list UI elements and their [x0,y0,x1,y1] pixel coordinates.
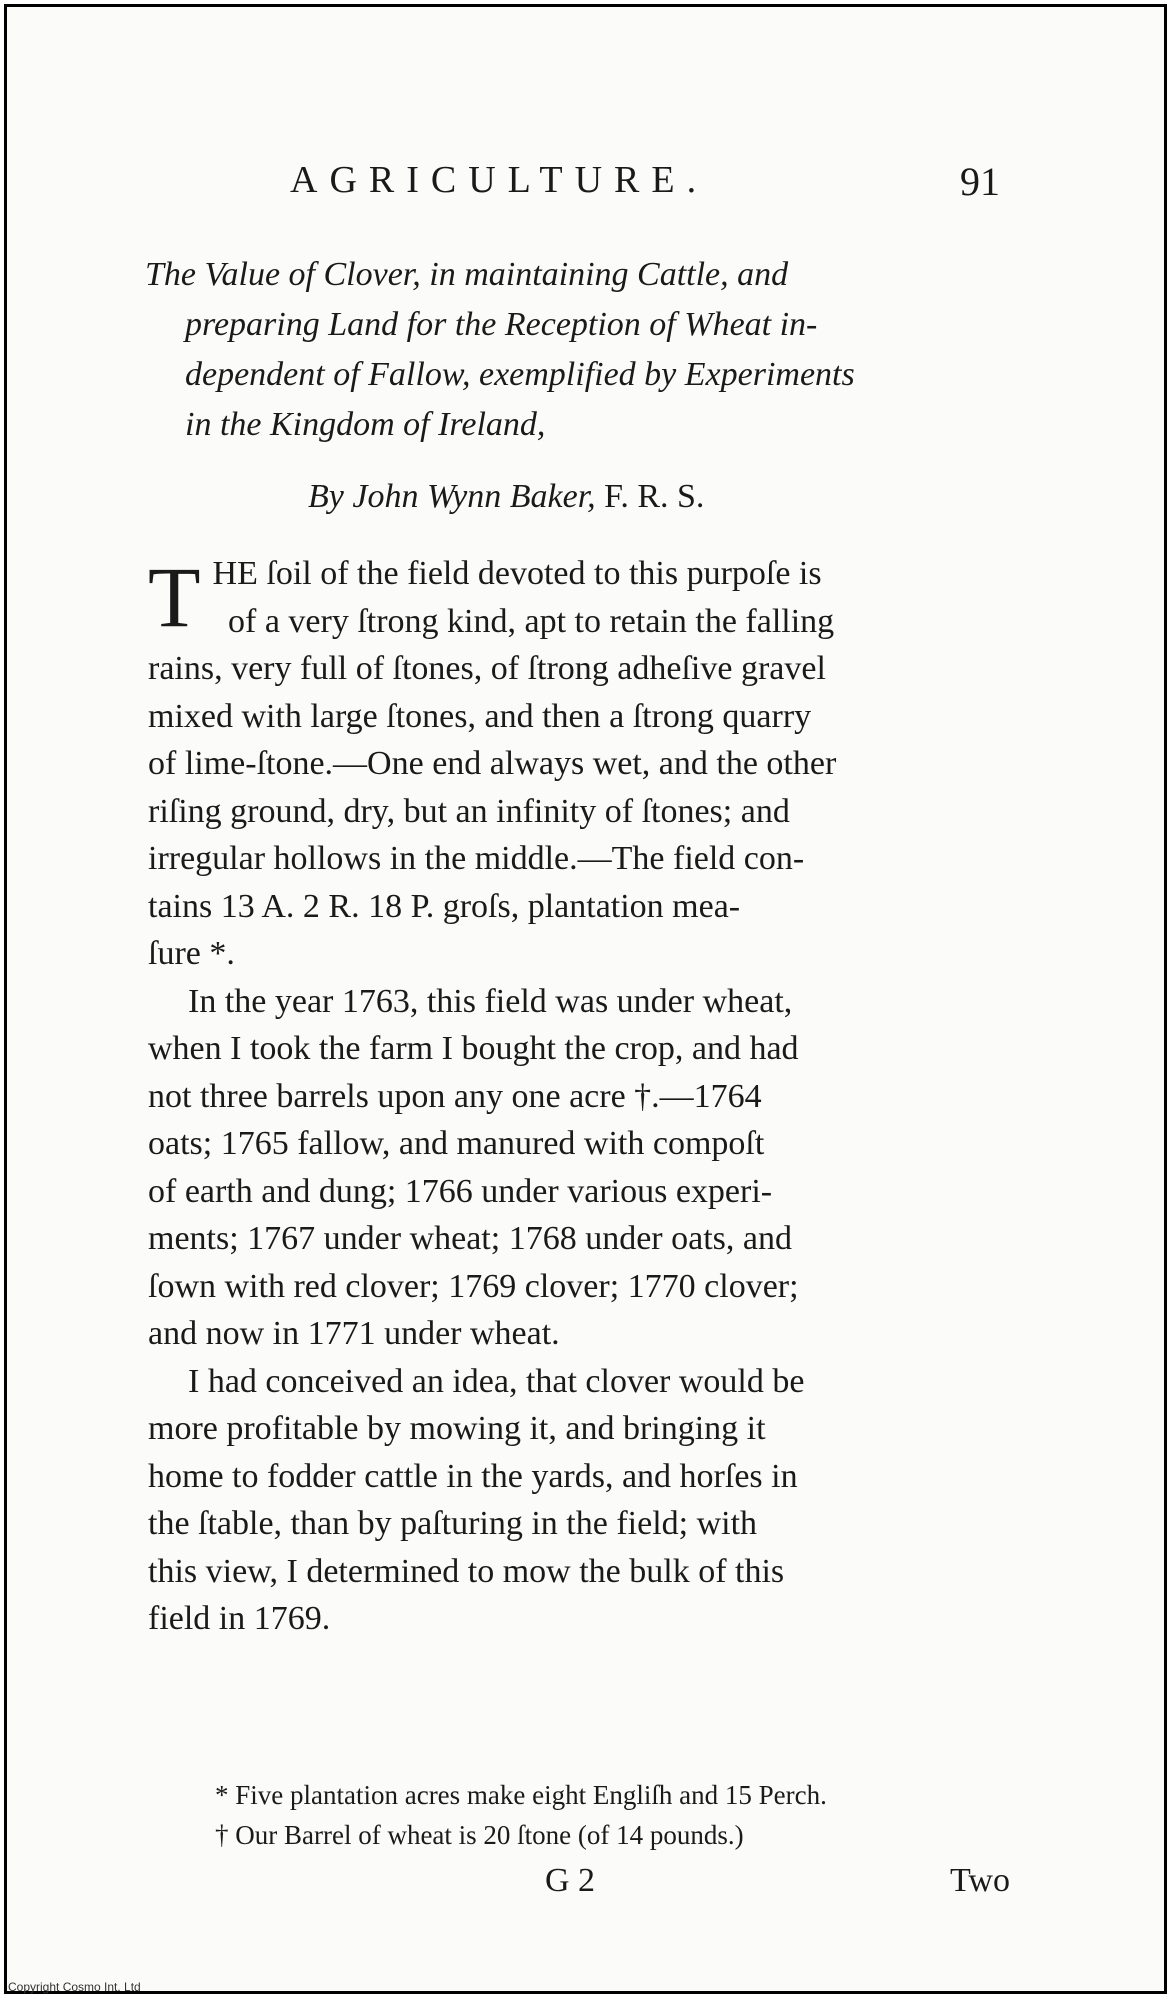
text-line: HE ſoil of the field devoted to this purpoſe is [212,555,822,592]
text-line: ſure *. [148,935,235,972]
title-line: preparing Land for the Reception of Wheat in- [185,306,818,343]
title-line: The Value of Clover, in maintaining Cattle, and [145,256,789,293]
catchword: Two [950,1862,1010,1899]
byline-prefix: By [308,478,344,515]
text-line: rains, very full of ſtones, of ſtrong adheſive gravel [148,650,826,687]
copyright-notice: Copyright Cosmo Int. Ltd [8,1980,141,1994]
text-line: mixed with large ſtones, and then a ſtrong quarry [148,697,812,735]
byline-author: John Wynn Baker, [352,478,596,515]
text-line: irregular hollows in the middle.—The field con- [148,840,805,877]
page-header [0,158,1173,218]
text-line: of lime-ſtone.—One end always wet, and the other [148,745,837,782]
body-text [148,550,1028,1643]
article-title [145,250,1045,450]
title-line: dependent of Fallow, exemplified by Experiments [185,356,855,393]
text-line: this view, I determined to mow the bulk of this [148,1552,785,1590]
paragraph-2 [148,978,1028,1358]
signature-mark: G 2 [545,1862,596,1899]
running-head: AGRICULTURE. [290,159,709,201]
footnotes [215,1775,1035,1855]
footnote: † Our Barrel of wheat is 20 ſtone (of 14 pounds.) [215,1820,744,1850]
text-line: when I took the farm I bought the crop, and had [148,1030,799,1067]
text-line: tains 13 A. 2 R. 18 P. groſs, plantation mea- [148,887,741,925]
paragraph-3 [148,1358,1028,1643]
text-line: riſing ground, dry, but an infinity of ſtones; and [148,792,790,830]
page-footer [0,1862,1173,1912]
footnote: * Five plantation acres make eight Engliſh and 15 Perch. [215,1780,827,1810]
text-line: In the year 1763, this field was under wheat, [188,982,793,1020]
page-number: 91 [960,159,1000,204]
title-line: in the Kingdom of Ireland, [185,406,546,443]
byline [308,478,704,516]
text-line: ments; 1767 under wheat; 1768 under oats, and [148,1220,792,1257]
text-line: oats; 1765 fallow, and manured with compoſt [148,1125,765,1162]
text-line: I had conceived an idea, that clover would be [188,1362,805,1400]
text-line: of a very ſtrong kind, apt to retain the falling [228,602,835,640]
text-line: more profitable by mowing it, and bringing it [148,1410,766,1447]
paragraph-1 [148,550,1028,978]
text-line: not three barrels upon any one acre †.—1764 [148,1077,762,1115]
drop-cap: T [148,549,201,645]
text-line: ſown with red clover; 1769 clover; 1770 clover; [148,1267,799,1305]
text-line: of earth and dung; 1766 under various experi- [148,1172,773,1210]
text-line: home to fodder cattle in the yards, and horſes in [148,1457,798,1495]
byline-suffix: F. R. S. [604,478,705,515]
text-line: the ſtable, than by paſturing in the field; with [148,1505,758,1542]
text-line: field in 1769. [148,1600,331,1637]
text-line: and now in 1771 under wheat. [148,1315,560,1352]
